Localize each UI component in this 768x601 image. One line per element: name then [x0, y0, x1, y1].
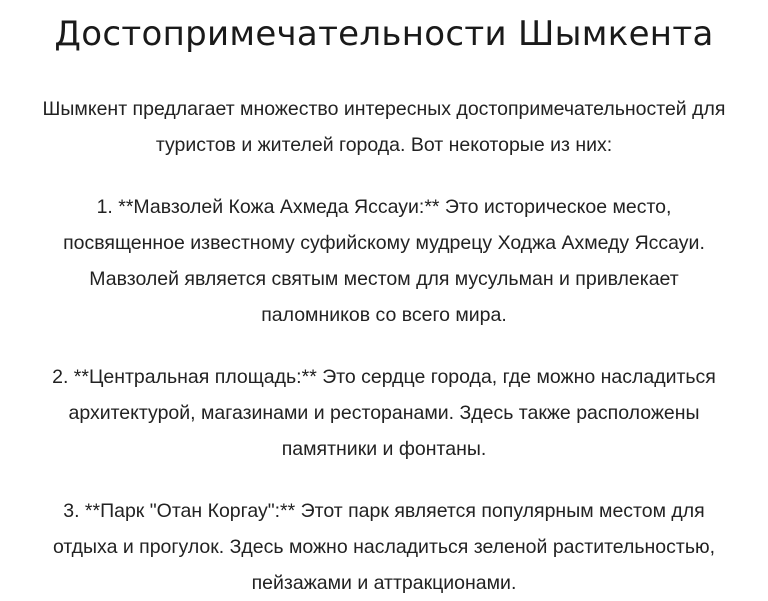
intro-paragraph: [4, 91, 764, 163]
item-line: Мавзолей является святым местом для мусульман и привлекает: [89, 268, 679, 290]
paragraph-gap: [4, 467, 764, 493]
attraction-item-2: [4, 359, 764, 467]
attraction-item-1: [4, 189, 764, 333]
attraction-item-3: [4, 493, 764, 601]
intro-line: туристов и жителей города. Вот некоторые из них:: [155, 134, 613, 156]
paragraph-gap: [4, 333, 764, 359]
item-line: 1. **Мавзолей Кожа Ахмеда Яссауи:** Это историческое место,: [96, 196, 672, 218]
item-line: отдыха и прогулок. Здесь можно насладиться зеленой растительностью,: [52, 536, 716, 558]
item-line: 3. **Парк "Отан Коргау":** Этот парк является популярным местом для: [63, 500, 705, 522]
slide-title: Достопримечательности Шымкента: [54, 14, 714, 54]
item-line: паломников со всего мира.: [261, 304, 507, 326]
paragraph-gap: [4, 163, 764, 189]
item-line: посвященное известному суфийскому мудрецу Ходжа Ахмеду Яссауи.: [63, 232, 705, 254]
intro-line: Шымкент предлагает множество интересных достопримечательностей для: [42, 98, 726, 120]
item-line: пейзажами и аттракционами.: [251, 572, 517, 594]
slide-body: [4, 91, 764, 601]
item-line: 2. **Центральная площадь:** Это сердце города, где можно насладиться: [52, 366, 716, 388]
item-line: памятники и фонтаны.: [281, 438, 487, 460]
item-line: архитектурой, магазинами и ресторанами. Здесь также расположены: [68, 402, 700, 424]
